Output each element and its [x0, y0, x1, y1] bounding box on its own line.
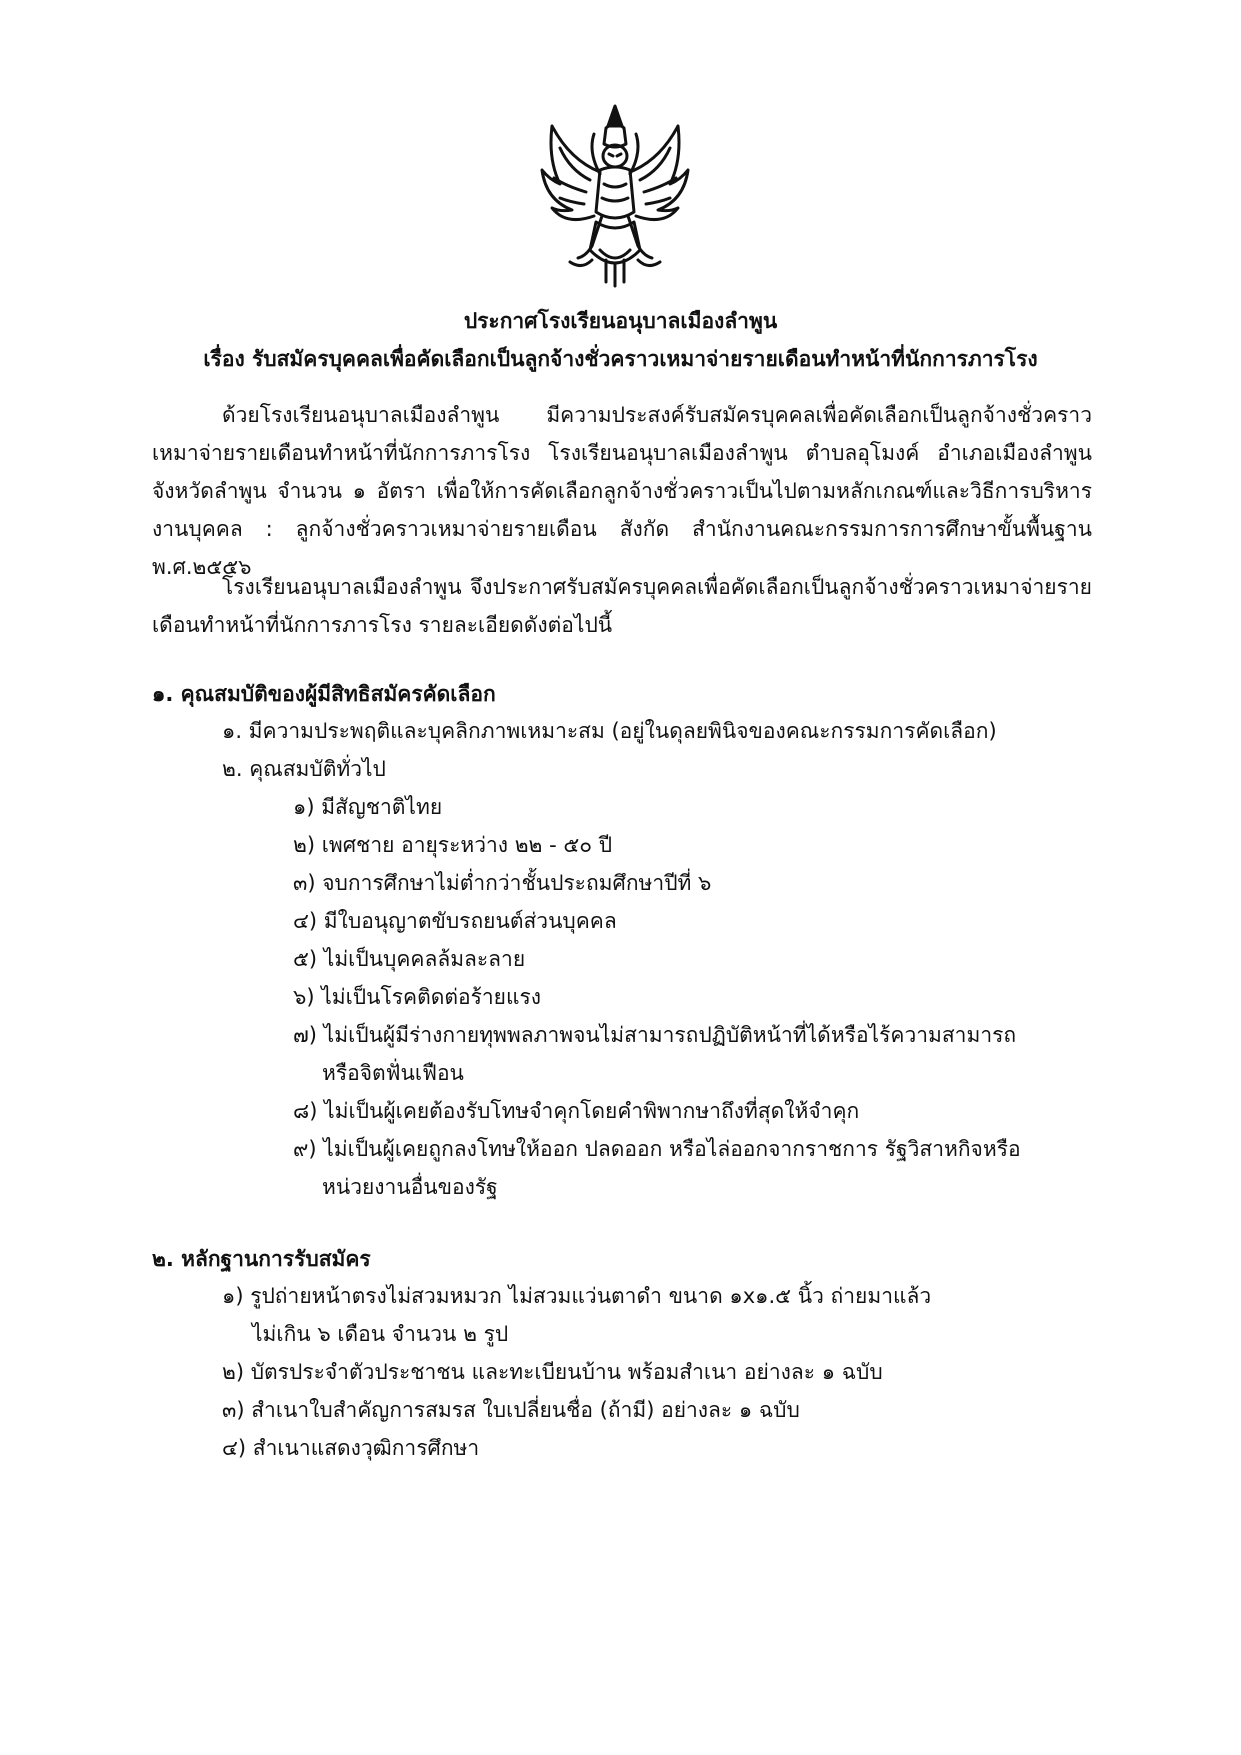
- document-item-1: ๑) รูปถ่ายหน้าตรงไม่สวมหมวก ไม่สวมแว่นตาดำ ขนาด ๑x๑.๕ นิ้ว ถ่ายมาแล้ว: [222, 1284, 932, 1308]
- general-qualification-7-cont: หรือจิตฟั่นเฟือน: [322, 1061, 464, 1085]
- qualification-item-2: ๒. คุณสมบัติทั่วไป: [222, 757, 386, 781]
- general-qualification-7: ๗) ไม่เป็นผู้มีร่างกายทุพพลภาพจนไม่สามารถปฏิบัติหน้าที่ได้หรือไร้ความสามารถ: [293, 1023, 1017, 1047]
- general-qualification-9-cont: หน่วยงานอื่นของรัฐ: [322, 1175, 498, 1199]
- section-1-heading: ๑. คุณสมบัติของผู้มีสิทธิสมัครคัดเลือก: [152, 682, 496, 706]
- general-qualification-1: ๑) มีสัญชาติไทย: [293, 795, 443, 819]
- intro-paragraph-1: ด้วยโรงเรียนอนุบาลเมืองลำพูน มีความประสงค์รับสมัครบุคคลเพื่อคัดเลือกเป็นลูกจ้างชั่วคราวเหมาจ่ายรายเดือนทำหน้าที่นักการภารโรง โรงเรียนอนุบาลเมืองลำพูน ตำบลอุโมงค์ อำเภอเมืองลำพูน จังหวัดลำพูน จำนวน ๑ อัตรา เพื่อให้การคัดเลือกลูกจ้างชั่วคราวเป็นไปตามหลักเกณฑ์และวิธีการบริหารงานบุคคล : ลูกจ้างชั่วคราวเหมาจ่ายรายเดือน สังกัด สำนักงานคณะกรรมการการศึกษาขั้นพื้นฐาน พ.ศ.๒๕๕๖: [152, 403, 1092, 579]
- document-item-3: ๓) สำเนาใบสำคัญการสมรส ใบเปลี่ยนชื่อ (ถ้ามี) อย่างละ ๑ ฉบับ: [222, 1398, 800, 1422]
- section-2-heading: ๒. หลักฐานการรับสมัคร: [152, 1247, 371, 1271]
- general-qualification-9: ๙) ไม่เป็นผู้เคยถูกลงโทษให้ออก ปลดออก หรือไล่ออกจากราชการ รัฐวิสาหกิจหรือ: [293, 1137, 1021, 1161]
- intro-paragraph-2: โรงเรียนอนุบาลเมืองลำพูน จึงประกาศรับสมัครบุคคลเพื่อคัดเลือกเป็นลูกจ้างชั่วคราวเหมาจ่ายรายเดือนทำหน้าที่นักการภารโรง รายละเอียดดังต่อไปนี้: [152, 575, 1092, 637]
- document-item-1-cont: ไม่เกิน ๖ เดือน จำนวน ๒ รูป: [252, 1322, 509, 1346]
- general-qualification-2: ๒) เพศชาย อายุระหว่าง ๒๒ - ๕๐ ปี: [293, 833, 613, 857]
- general-qualification-5: ๕) ไม่เป็นบุคคลล้มละลาย: [293, 947, 526, 971]
- qualification-item-1: ๑. มีความประพฤติและบุคลิกภาพเหมาะสม (อยู่ในดุลยพินิจของคณะกรรมการคัดเลือก): [222, 719, 997, 743]
- general-qualification-3: ๓) จบการศึกษาไม่ต่ำกว่าชั้นประถมศึกษาปีที่ ๖: [293, 871, 712, 895]
- announcement-title: ประกาศโรงเรียนอนุบาลเมืองลำพูน: [463, 309, 778, 333]
- general-qualification-6: ๖) ไม่เป็นโรคติดต่อร้ายแรง: [293, 985, 542, 1009]
- document-item-2: ๒) บัตรประจำตัวประชาชน และทะเบียนบ้าน พร้อมสำเนา อย่างละ ๑ ฉบับ: [222, 1360, 883, 1384]
- announcement-subject: เรื่อง รับสมัครบุคคลเพื่อคัดเลือกเป็นลูกจ้างชั่วคราวเหมาจ่ายรายเดือนทำหน้าที่นักการภารโรง: [203, 347, 1038, 371]
- general-qualification-8: ๘) ไม่เป็นผู้เคยต้องรับโทษจำคุกโดยคำพิพากษาถึงที่สุดให้จำคุก: [293, 1099, 860, 1123]
- garuda-emblem-icon: [530, 100, 700, 290]
- document-item-4: ๔) สำเนาแสดงวุฒิการศึกษา: [222, 1436, 480, 1460]
- general-qualification-4: ๔) มีใบอนุญาตขับรถยนต์ส่วนบุคคล: [293, 909, 617, 933]
